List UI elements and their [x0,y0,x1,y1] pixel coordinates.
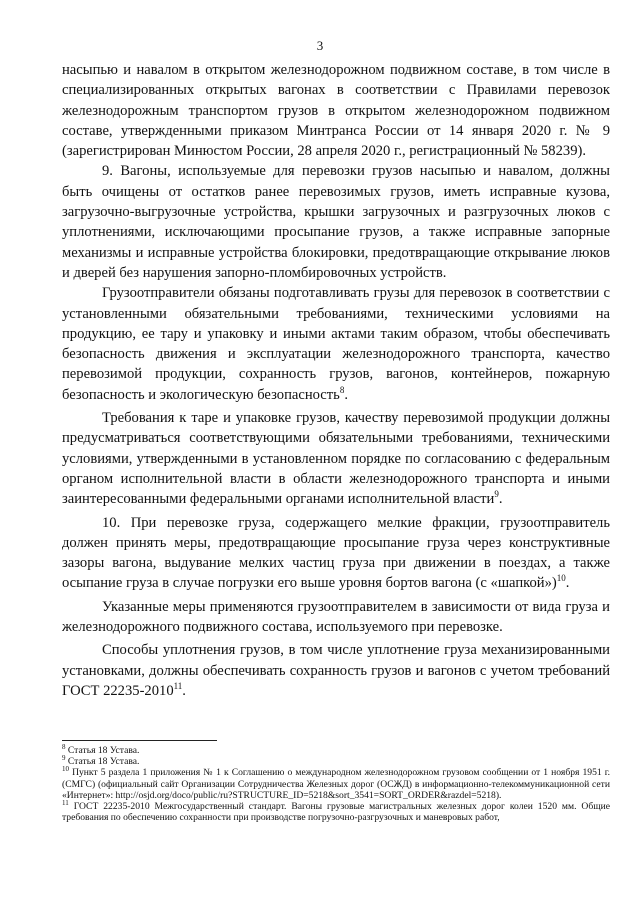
footnote-9: $^9$ Статья 18 Устава. [62,754,140,768]
paragraph-item-9: 9. Вагоны, используемые для перевозки грузов насыпью и навалом, должны быть очищены от остатков ранее перевозимых грузов, иметь исправные кузова, загрузочно-выгрузочные устройства, крышки загрузочных и разгрузочных люков с уплотнениями, исключающими просыпание грузов, а также исправные запорные механизмы и исправные устройства блокировки, предотвращающие открывание люков и дверей без нарушения запорно-пломбировочных устройств. [62,163,610,281]
paragraph-shippers-duties: Грузоотправители обязаны подготавливать грузы для перевозок в соответствии с установленными обязательными требованиями, техническими условиями на продукцию, ее тару и упаковку и иными актами таким образом, чтобы обеспечивать безопасность движения и эксплуатации железнодорожного транспорта, качество перевозимой продукции, сохранность грузов, вагонов, контейнеров, пожарную безопасность и экологическую безопасность$^8$. [62,285,610,403]
paragraph-measures-applied: Указанные меры применяются грузоотправителем в зависимости от вида груза и железнодорожного подвижного состава, используемого при перевозке. [62,598,610,636]
footnote-ref-8[interactable]: 8 [339,384,345,395]
footnote-ref-9[interactable]: 9 [494,489,499,500]
paragraph-packaging-requirements: Требования к таре и упаковке грузов, качеству перевозимой продукции должны предусматриваться соответствующими обязательными требованиями, техническими условиями, утвержденными в установленном порядке по согласованию с федеральным органом исполнительной власти в области железнодорожного транспорта и иными заинтересованными федеральными органами исполнительной власти$^9$. [62,410,610,508]
footnote-ref-11[interactable]: 11 [173,681,183,692]
footnote-ref-10[interactable]: 10 [556,573,566,584]
footnotes [62,742,611,824]
document-body [62,60,610,701]
footnote-separator [62,740,217,741]
page-number: 3 [316,38,324,53]
paragraph-item-10: 10. При перевозке груза, содержащего мелкие фракции, грузоотправитель должен принять меры, предотвращающие просыпание груза через конструктивные зазоры вагона, выдувание мелких частиц груза при движении в поездах, а также осыпание груза в случае погрузки его выше уровня бортов вагона (с «шапкой»)$^{10}$. [62,514,610,592]
footnote-8: $^8$ Статья 18 Устава. [62,742,140,756]
paragraph-continuation: насыпью и навалом в открытом железнодорожном подвижном составе, в том числе в специализированных открытых вагонах в соответствии с Правилами перевозок железнодорожным транспортом грузов в открытом железнодорожном подвижном составе, утвержденными приказом Минтранса России от 14 января 2020 г. № 9 (зарегистрирован Минюстом России, 28 апреля 2020 г., регистрационный № 58239). [62,62,610,160]
paragraph-compaction-methods: Способы уплотнения грузов, в том числе уплотнение груза механизированными установками, должны обеспечивать сохранность грузов и вагонов с учетом требований ГОСТ 22235-2010$^{11}$. [62,642,610,699]
footnote-10: $^{10}$ Пункт 5 раздела 1 приложения № 1 к Соглашению о международном железнодорожном грузовом сообщении от 1 ноября 1951 г. (СМГС) (официальный сайт Организации Сотрудничества Железных дорог (ОСЖД) в информационно-телекоммуникационной сети «Интернет»: http://osjd.org/doco/public/ru?STRUCTURE_ID=5218&sort_3541=SORT_ORDER&razdel=5218). [62,765,610,801]
footnote-11: $^{11}$ ГОСТ 22235-2010 Межгосударственный стандарт. Вагоны грузовые магистральных железных дорог колеи 1520 мм. Общие требования по обеспечению сохранности при производстве погрузочно-разгрузочных и маневровых работ, [62,798,611,824]
